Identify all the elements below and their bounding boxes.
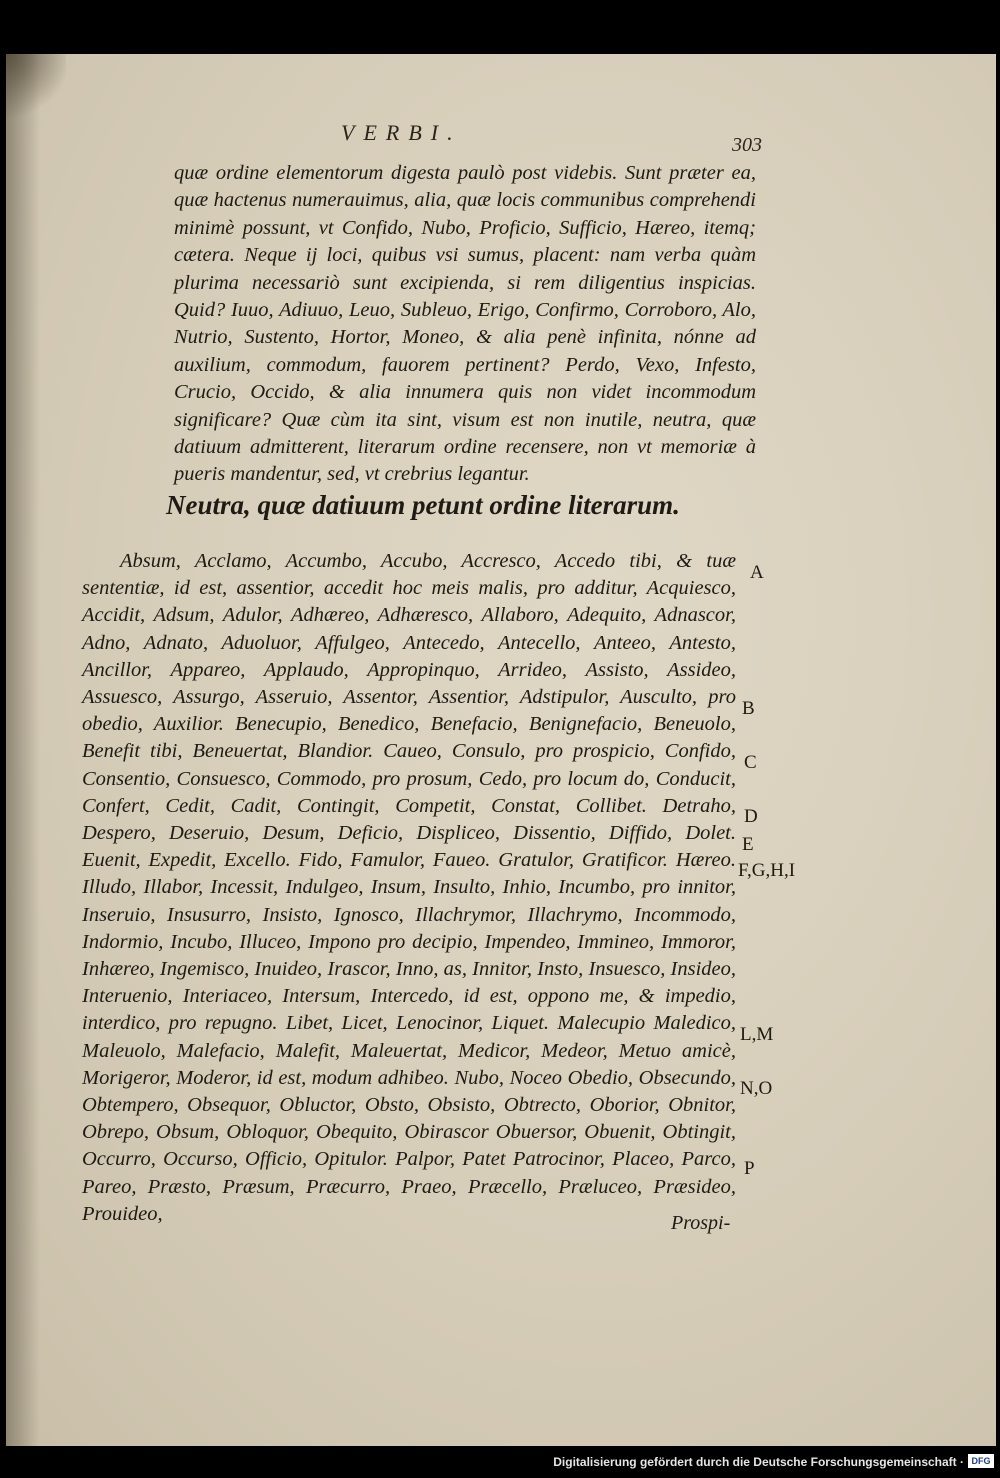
running-head: VERBI. [341, 120, 462, 145]
marginal-letter-a: A [750, 562, 764, 583]
marginal-letters-no: N,O [740, 1078, 773, 1099]
marginal-letter-b: B [742, 698, 755, 719]
marginal-letters-lm: L,M [740, 1024, 774, 1045]
marginal-letter-e: E [742, 834, 754, 855]
intro-paragraph: quæ ordine elementorum digesta paulò post videbis. Sunt præter ea, quæ hactenus numerauimus, alia, quæ locis communibus comprehendi minimè possunt, vt Confido, Nubo, Proficio, Sufficio, Hæreo, itemq; cætera. Neque ij loci, quibus vsi sumus, placent: nam verba quàm plurima necessariò sunt excipienda, si rem diligentius inspicias. Quid? Iuuo, Adiuuo, Leuo, Subleuo, Erigo, Confirmo, Corroboro, Alo, Nutrio, Sustento, Hortor, Moneo, & alia penè infinita, nónne ad auxilium, commodum, fauorem pertinent? Perdo, Vexo, Infesto, Crucio, Occido, & alia innumera quis non videt incommodum significare? Quæ cùm ita sint, visum est non inutile, neutra, quæ datiuum admitterent, literarum ordine recensere, non vt memoriæ à pueris mandentur, sed, vt crebrius legantur. [174, 162, 756, 486]
page-number: 303 [732, 134, 762, 156]
marginal-letters-fghi: F,G,H,I [738, 860, 796, 881]
gutter-shadow [6, 54, 40, 1446]
marginal-letter-c: C [744, 752, 757, 773]
catchword: Prospi- [671, 1212, 731, 1234]
verb-list-paragraph: Absum, Acclamo, Accumbo, Accubo, Accresco, Accedo tibi, & tuæ sententiæ, id est, assentior, accedit hoc meis malis, pro additur, Acquiesco, Accidit, Adsum, Adulor, Adhæreo, Adhæresco, Allaboro, Adequito, Adnascor, Adno, Adnato, Aduoluor, Affulgeo, Antecedo, Antecello, Anteeo, Antesto, Ancillor, Appareo, Applaudo, Appropinquo, Arrideo, Assisto, Assideo, Assuesco, Assurgo, Asseruio, Assentor, Assentior, Adstipulor, Ausculto, pro obedio, Auxilior. Benecupio, Benedico, Benefacio, Benignefacio, Beneuolo, Benefit tibi, Beneuertat, Blandior. Caueo, Consulo, pro prospicio, Confido, Consentio, Consuesco, Commodo, pro prosum, Cedo, pro locum do, Conducit, Confert, Cedit, Cadit, Contingit, Competit, Constat, Collibet. Detraho, Despero, Deseruio, Desum, Deficio, Displiceo, Dissentio, Diffido, Dolet. Euenit, Expedit, Excello. Fido, Famulor, Faueo. Gratulor, Gratificor. Hæreo. Illudo, Illabor, Incessit, Indulgeo, Insum, Insulto, Inhio, Incumbo, pro innitor, Inseruio, Insusurro, Insisto, Ignosco, Illachrymor, Illachrymo, Incommodo, Indormio, Incubo, Illuceo, Impono pro decipio, Impendeo, Immineo, Immoror, Inhæreo, Ingemisco, Inuideo, Irascor, Inno, as, Innitor, Insto, Insuesco, Insideo, Interuenio, Interiaceo, Intersum, Intercedo, id est, oppono me, & impedio, interdico, pro repugno. Libet, Licet, Lenocinor, Liquet. Malecupio Maledico, Maleuolo, Malefacio, Malefit, Maleuertat, Medicor, Medeor, Metuo amicè, Morigeror, Moderor, id est, modum adhibeo. Nubo, Noceo Obedio, Obsecundo, Obtempero, Obsequor, Obluctor, Obsto, Obsisto, Obtrecto, Oborior, Obnitor, Obrepo, Obsum, Obloquor, Obequito, Obirascor Obuersor, Obuenit, Obtingit, Occurro, Occurso, Officio, Opitulor. Palpor, Patet Patrocinor, Placeo, Parco, Pareo, Præsto, Præsum, Præcurro, Praeo, Præcello, Præluceo, Præsideo, Prouideo, [82, 550, 736, 1225]
footer-bar [0, 1448, 1000, 1478]
marginal-letter-p: P [744, 1158, 755, 1179]
section-heading: Neutra, quæ datiuum petunt ordine literarum. [166, 490, 680, 520]
funding-credit: Digitalisierung gefördert durch die Deutsche Forschungsgemeinschaft · [553, 1455, 964, 1469]
page-corner-stain [6, 54, 66, 124]
marginal-letter-d: D [744, 806, 758, 827]
book-page [6, 54, 996, 1446]
dfg-logo: DFG [968, 1454, 994, 1468]
